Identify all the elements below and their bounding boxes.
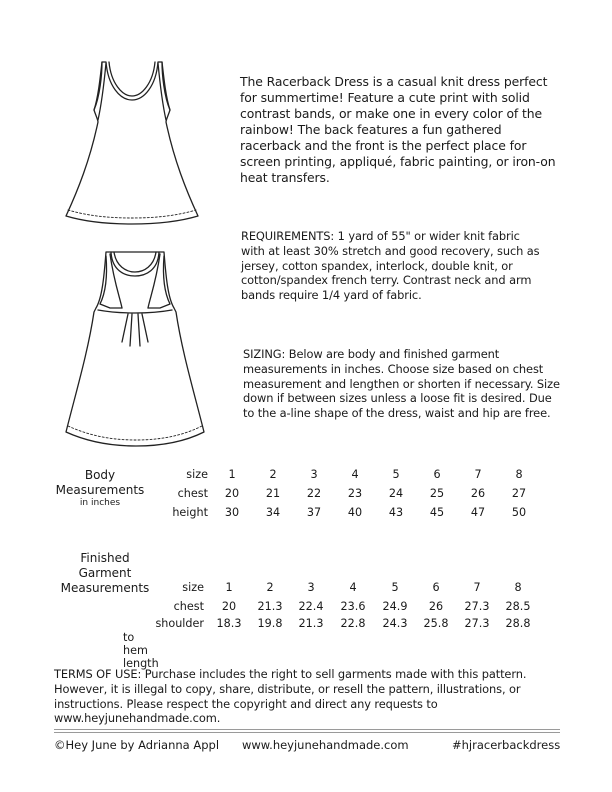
garment-title-line1: Finished	[80, 551, 130, 565]
body-height-cell: 47	[470, 506, 486, 519]
body-height-cell: 30	[224, 506, 240, 519]
garment-row-label-size: size	[182, 581, 204, 594]
body-chest-cell: 20	[224, 487, 240, 500]
body-height-cell: 43	[388, 506, 404, 519]
requirements-paragraph: REQUIREMENTS: 1 yard of 55" or wider knit fabric with at least 30% stretch and good recovery, such as jersey, cotton spandex, interlock, double knit, or cotton/spandex french terry. Contrast neck and arm bands require 1/4 yard of fabric.	[241, 229, 540, 303]
body-title-subtitle: in inches	[79, 498, 121, 508]
body-size-cell: 6	[433, 468, 441, 481]
footer-divider-bottom	[54, 732, 560, 733]
garment-shoulder-cell: 28.8	[505, 617, 531, 630]
body-size-cell: 7	[474, 468, 482, 481]
garment-size-cell: 7	[473, 581, 481, 594]
body-chest-cell: 27	[511, 487, 527, 500]
footer-divider-top	[54, 729, 560, 730]
body-row-label-size: size	[186, 468, 208, 481]
body-height-cell: 45	[429, 506, 445, 519]
body-chest-cell: 21	[265, 487, 281, 500]
body-size-cell: 8	[515, 468, 523, 481]
body-height-cell: 34	[265, 506, 281, 519]
footer-website-link[interactable]: www.heyjunehandmade.com	[242, 738, 409, 752]
body-height-cell: 50	[511, 506, 527, 519]
body-title-line1: Body	[84, 468, 116, 482]
body-size-cell: 1	[228, 468, 236, 481]
body-chest-cell: 22	[306, 487, 322, 500]
garment-size-cell: 1	[225, 581, 233, 594]
garment-chest-cell: 21.3	[257, 600, 283, 613]
body-chest-cell: 24	[388, 487, 404, 500]
garment-shoulder-note: to hem length	[123, 631, 159, 670]
garment-chest-cell: 26	[428, 600, 444, 613]
garment-shoulder-cell: 27.3	[464, 617, 490, 630]
body-height-cell: 37	[306, 506, 322, 519]
body-size-cell: 5	[392, 468, 400, 481]
garment-shoulder-cell: 21.3	[298, 617, 324, 630]
garment-title-line2: Garment	[78, 566, 132, 580]
body-row-label-chest: chest	[177, 487, 208, 500]
garment-size-cell: 5	[391, 581, 399, 594]
body-chest-cell: 26	[470, 487, 486, 500]
garment-size-cell: 4	[349, 581, 357, 594]
intro-paragraph: The Racerback Dress is a casual knit dress perfect for summertime! Feature a cute print with solid contrast bands, or make one in every color of the rainbow! The back features a fun gathered racerback and the front is the perfect place for screen printing, appliqué, fabric painting, or iron-on heat transfers.	[240, 74, 556, 185]
garment-row-label-chest: chest	[173, 600, 204, 613]
garment-chest-cell: 22.4	[298, 600, 324, 613]
garment-size-cell: 2	[266, 581, 274, 594]
body-height-cell: 40	[347, 506, 363, 519]
garment-shoulder-cell: 24.3	[382, 617, 408, 630]
garment-size-cell: 8	[514, 581, 522, 594]
footer-copyright: ©Hey June by Adrianna Appl	[54, 738, 220, 752]
body-size-cell: 2	[269, 468, 277, 481]
terms-of-use: TERMS OF USE: Purchase includes the right to sell garments made with this pattern. However, it is illegal to copy, share, distribute, or resell the pattern, illustrations, or instructions. Please respect the copyright and direct any requests to www.heyjunehandmade.com.	[54, 667, 527, 726]
garment-shoulder-cell: 25.8	[423, 617, 449, 630]
body-chest-cell: 23	[347, 487, 363, 500]
garment-size-cell: 6	[432, 581, 440, 594]
body-size-cell: 4	[351, 468, 359, 481]
footer-hashtag: #hjracerbackdress	[452, 738, 561, 752]
garment-chest-cell: 27.3	[464, 600, 490, 613]
garment-chest-cell: 24.9	[382, 600, 408, 613]
garment-shoulder-cell: 18.3	[216, 617, 242, 630]
garment-chest-cell: 28.5	[505, 600, 531, 613]
garment-row-label-shoulder: shoulder	[155, 617, 204, 630]
body-size-cell: 3	[310, 468, 318, 481]
dress-front-illustration	[62, 50, 202, 228]
garment-size-cell: 3	[307, 581, 315, 594]
body-row-label-height: height	[172, 506, 208, 519]
body-title-line2: Measurements	[55, 483, 145, 497]
garment-chest-cell: 23.6	[340, 600, 366, 613]
body-chest-cell: 25	[429, 487, 445, 500]
dress-back-illustration	[60, 242, 210, 452]
garment-chest-cell: 20	[221, 600, 237, 613]
garment-title-line3: Measurements	[60, 581, 150, 595]
sizing-paragraph: SIZING: Below are body and finished garment measurements in inches. Choose size based on chest measurement and lengthen or shorten if necessary. Size down if between sizes unless a loose fit is desired. Due to the a-line shape of the dress, waist and hip are free.	[243, 347, 560, 421]
garment-shoulder-cell: 19.8	[257, 617, 283, 630]
garment-shoulder-cell: 22.8	[340, 617, 366, 630]
